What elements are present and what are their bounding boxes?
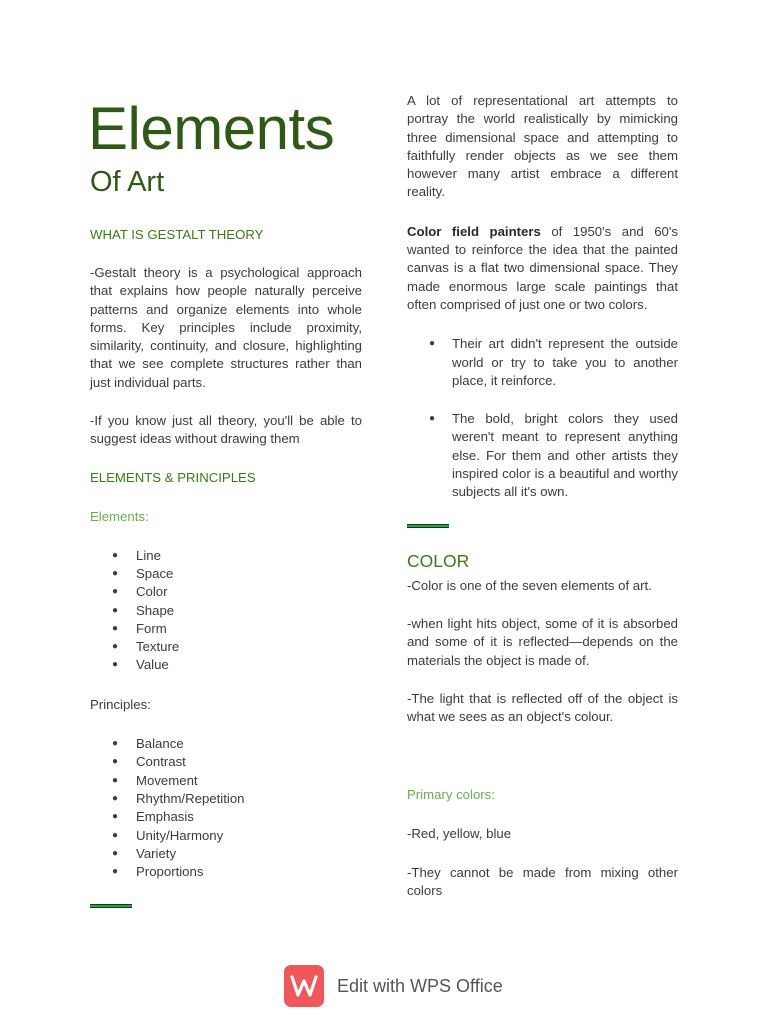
list-item: ● Line	[112, 547, 362, 565]
heading-gestalt: WHAT IS GESTALT THEORY	[90, 227, 264, 242]
list-item: ● Color	[112, 583, 362, 601]
list-item: ● Balance	[112, 735, 362, 753]
left-column	[90, 90, 362, 908]
principles-list	[90, 735, 362, 881]
principles-label: Principles:	[90, 696, 151, 712]
elements-label: Elements:	[90, 508, 149, 524]
page-subtitle: Of Art	[90, 166, 165, 198]
gestalt-paragraph: -Gestalt theory is a psychological approach that explains how people naturally perceive patterns and organize elements into whole forms. Key principles include proximity, similarity, continuity, and closure, highlighting that we see complete structures rather than just individual parts.	[90, 265, 362, 390]
list-item: ● Value	[112, 656, 362, 674]
list-item: ● Movement	[112, 772, 362, 790]
list-item: ● Form	[112, 620, 362, 638]
color-field-term: Color field painters	[407, 223, 541, 239]
color-paragraph-1: -Color is one of the seven elements of art.	[407, 577, 652, 593]
list-item: ● Their art didn't represent the outside world or try to take you to another place, it reinforce.	[429, 335, 678, 390]
page-title: Elements	[88, 95, 335, 162]
section-divider	[90, 904, 132, 908]
heading-color: COLOR	[407, 550, 470, 571]
list-item: ● Proportions	[112, 863, 362, 881]
list-item: ● Unity/Harmony	[112, 827, 362, 845]
primary-colors-list: -Red, yellow, blue	[407, 826, 512, 842]
list-item: ● Space	[112, 565, 362, 583]
list-item: ● Contrast	[112, 753, 362, 771]
elements-list	[90, 547, 362, 675]
list-item: ● Rhythm/Repetition	[112, 790, 362, 808]
representational-paragraph: A lot of representational art attempts to portray the world realistically by mimicking three dimensional space and attempting to faithfully render objects as we see them however many artist embrace a different reality.	[407, 93, 678, 200]
section-divider	[407, 524, 449, 528]
wps-footer[interactable]	[284, 964, 503, 1008]
color-field-text: of 1950's and 60's wanted to reinforce the idea that the painted canvas is a flat two dimensional space. They made enormous large scale paintings that often comprised of just one or two colors.	[407, 223, 679, 312]
list-item: ● Texture	[112, 638, 362, 656]
list-item: ● Emphasis	[112, 808, 362, 826]
primary-colors-note: -They cannot be made from mixing other colors	[407, 864, 678, 899]
list-item: ● The bold, bright colors they used weren't meant to represent anything else. For them and other artists they inspired color is a beautiful and worthy subjects all it's own.	[429, 410, 678, 501]
color-paragraph-3: -The light that is reflected off of the object is what we sees as an object's colour.	[407, 690, 678, 725]
list-item: ● Variety	[112, 845, 362, 863]
primary-colors-label: Primary colors:	[407, 787, 495, 803]
color-field-bullets	[407, 335, 678, 501]
color-paragraph-2: -when light hits object, some of it is absorbed and some of it is reflected—depends on the materials the object is made of.	[407, 615, 678, 668]
color-field-paragraph	[407, 223, 678, 314]
heading-elements-principles: ELEMENTS & PRINCIPLES	[90, 469, 256, 485]
wps-office-logo-icon[interactable]	[284, 965, 324, 1007]
gestalt-note: -If you know just all theory, you'll be able to suggest ideas without drawing them	[90, 413, 362, 447]
right-column	[407, 92, 678, 900]
list-item: ● Shape	[112, 602, 362, 620]
wps-footer-text[interactable]: Edit with WPS Office	[337, 975, 503, 996]
